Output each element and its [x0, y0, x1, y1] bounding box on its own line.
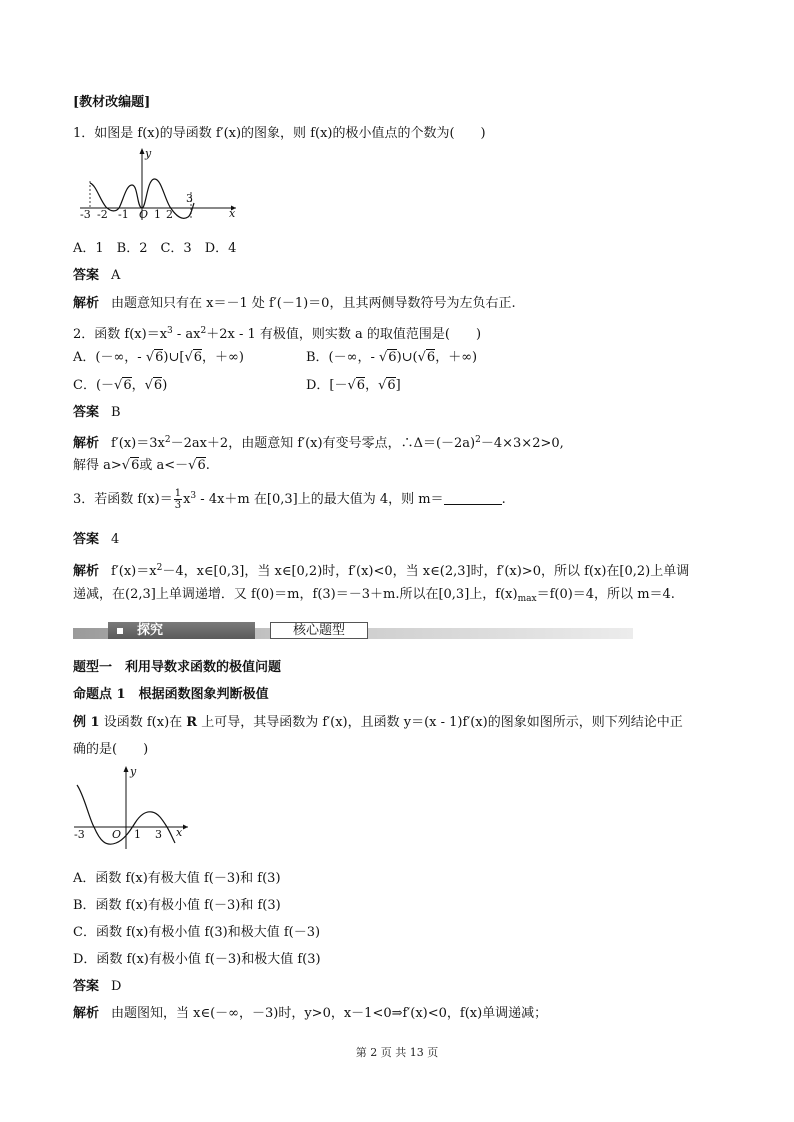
ex1-label-origin: O [112, 828, 122, 841]
q2-option-a: A．(－∞，- √6)∪[√6，＋∞) [73, 350, 244, 365]
q2-option-c: C．(－√6，√6) [73, 378, 168, 393]
answer-blank [444, 492, 502, 505]
type1-heading: 题型一 利用导数求函数的极值问题 [73, 660, 282, 675]
q2-stem: 2．函数 $f(x)=x^3 - ax^2+2x - 1$ 有极值，则实数 a 的取值范围是( ) [73, 326, 482, 342]
ex1-label-1: 1 [134, 828, 141, 841]
example-label: 例 1 [73, 715, 100, 730]
ex1-label-3: 3 [155, 828, 162, 841]
analysis-label: 解析 [73, 564, 100, 579]
banner-subtitle: 核心题型 [270, 622, 368, 639]
q1-answer: A [111, 268, 121, 283]
q1-stem: 1．如图是 f(x)的导函数 f′(x)的图象，则 f(x)的极小值点的个数为( ) [73, 126, 486, 141]
q2-answer: B [111, 405, 121, 420]
ex1-option-a: A．函数 f(x)有极大值 f(－3)和 f(3) [73, 871, 281, 886]
section-banner [73, 622, 633, 640]
banner-title: 探究 [137, 623, 164, 638]
section-tag: [教材改编题] [73, 95, 151, 110]
ex1-graph [72, 763, 192, 851]
q3-answer: 4 [111, 532, 120, 547]
q2-analysis-line: 解析 $f'(x)=3x^2-2ax+2$，由题意知 f′(x)有变号零点，$\therefore\Delta=(-2a)^2-4\times 3\times 2>0$, [73, 435, 564, 451]
banner-dark-block [108, 622, 255, 639]
ex1-stem-line-1: 例 1 设函数 f(x)在 R 上可导，其导函数为 f′(x)，且函数 y＝(x - 1)f′(x)的图象如图所示，则下列结论中正 [73, 715, 683, 730]
q1-label-y: y [145, 147, 152, 160]
analysis-label: 解析 [73, 1006, 100, 1021]
ex1-option-b: B．函数 f(x)有极小值 f(－3)和 f(3) [73, 898, 281, 913]
q3-analysis-line-2: 递减，在(2,3]上单调递增．又 f(0)＝m，f(3)＝－3＋m.所以在[0,3]上，$f(x)_{max}=f(0)=4$，所以 m＝4. [73, 587, 675, 604]
answer-label: 答案 [73, 979, 100, 994]
analysis-label: 解析 [73, 436, 100, 451]
ex1-answer: D [111, 979, 122, 994]
q1-label-x: x [229, 207, 236, 220]
q3-answer-line [73, 532, 119, 548]
q1-label-neg1: -1 [118, 208, 129, 221]
ex1-analysis: 由题图知，当 x∈(－∞，－3)时，y>0，x－1<0⇒f′(x)<0，f(x)单调递减； [111, 1006, 548, 1021]
q1-label-2: 2 [166, 208, 173, 221]
y-axis-arrow-icon [140, 148, 145, 154]
answer-label: 答案 [73, 532, 100, 547]
q2-option-d: D．[－√6，√6] [306, 378, 401, 393]
q1-analysis: 由题意知只有在 x＝－1 处 f′(－1)＝0，且其两侧导数符号为左负右正. [111, 296, 516, 311]
q2-option-b: B．(－∞，- √6)∪(√6，＋∞) [306, 350, 478, 365]
ex1-stem-line-2: 确的是( ) [73, 742, 149, 757]
q1-label-neg2: -2 [97, 208, 108, 221]
y-axis-arrow-icon [124, 766, 129, 772]
q1-options: A．1 B．2 C．3 D．4 [73, 241, 237, 256]
q3-fraction: $\frac{1}{3}$ [174, 488, 182, 511]
q1-label-origin: O [139, 208, 149, 221]
ex1-label-x: x [176, 826, 183, 839]
page-footer: 第 2 页 共 13 页 [355, 1046, 439, 1059]
square-bullet-icon [117, 628, 123, 634]
q1-label-neg3: -3 [80, 208, 91, 221]
q3-analysis-line: 解析 $f'(x)=x^2-4$，x∈[0,3]，当 x∈[0,2)时，f′(x)<0，当 x∈(2,3]时，f′(x)>0，所以 f(x)在[0,2)上单调 [73, 563, 690, 579]
ex1-answer-line [73, 979, 121, 995]
ex1-label-y: y [130, 765, 137, 778]
q3-stem: 3．若函数 f(x)＝ $\frac{1}{3}$ $x^3 - 4x+m$ 在[0,3]上的最大值为 4，则 m＝ . [73, 488, 506, 511]
analysis-label: 解析 [73, 296, 100, 311]
q1-graph [78, 145, 243, 223]
q1-answer-line [73, 268, 120, 284]
ex1-analysis-line [73, 1006, 547, 1022]
ex1-option-d: D．函数 f(x)有极小值 f(－3)和极大值 f(3) [73, 952, 321, 967]
answer-label: 答案 [73, 405, 100, 420]
q1-analysis-line [73, 296, 516, 312]
q2-answer-line [73, 405, 121, 421]
x-axis-arrow-icon [183, 825, 188, 830]
point1-heading: 命题点 1 根据函数图象判断极值 [73, 687, 269, 702]
answer-label: 答案 [73, 268, 100, 283]
q2-analysis-line-2: 解得 a>√6或 a<－√6. [73, 458, 210, 473]
q1-label-1: 1 [154, 208, 161, 221]
ex1-label-neg3: -3 [74, 828, 85, 841]
q1-label-3: 3 [186, 192, 193, 205]
ex1-option-c: C．函数 f(x)有极小值 f(3)和极大值 f(－3) [73, 925, 321, 940]
